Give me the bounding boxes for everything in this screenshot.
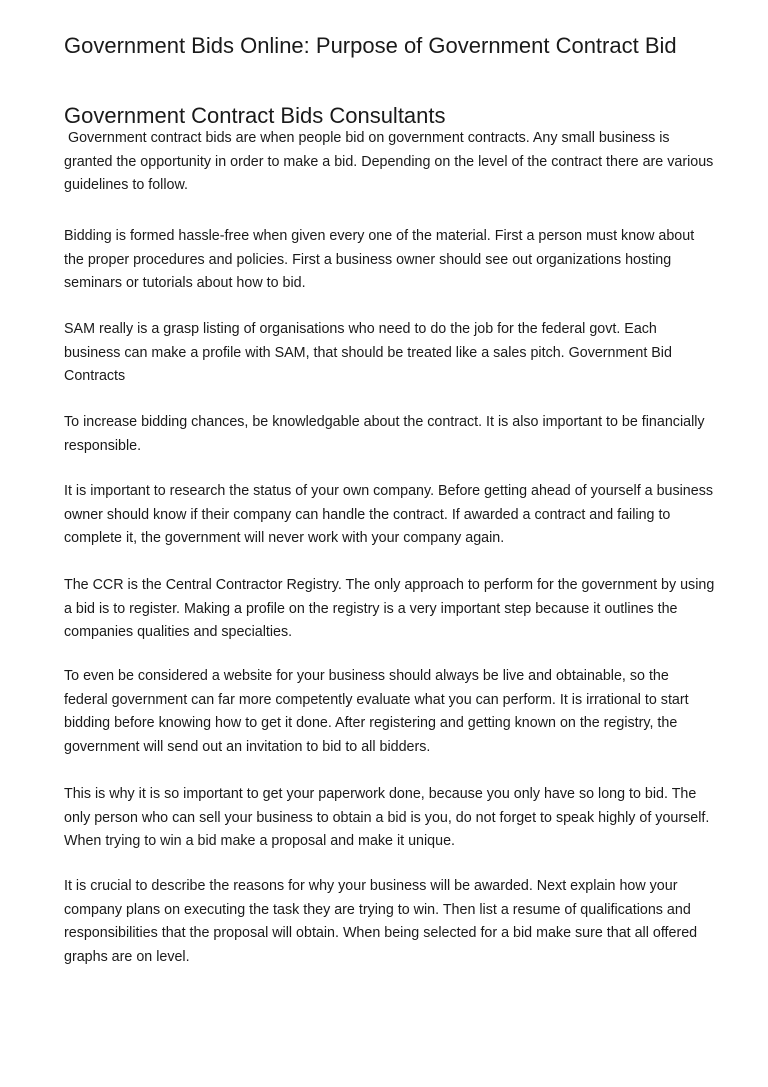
paragraph: This is why it is so important to get your paperwork done, because you only have so long to bid. The only person who can sell your business to obtain a bid is you, do not forget to speak highly of yourself. When trying to win a bid make a proposal and make it unique. [64,786,710,849]
document-title: Government Bids Online: Purpose of Government Contract Bid [64,33,677,58]
document-subtitle: Government Contract Bids Consultants [64,103,446,128]
paragraph: To even be considered a website for your business should always be live and obtainable, so the federal government can far more competently evaluate what you can perform. It is irrational to start bidding before knowing how to get it done. After registering and getting known on the registry, the government will send out an invitation to bid to all bidders. [64,668,689,755]
paragraph: It is important to research the status of your own company. Before getting ahead of yourself a business owner should know if their company can handle the contract. If awarded a contract and failing to complete it, the government will never work with your company again. [64,483,714,546]
paragraph: To increase bidding chances, be knowledgable about the contract. It is also important to be financially responsible. [64,414,705,454]
paragraph: The CCR is the Central Contractor Registry. The only approach to perform for the government by using a bid is to register. Making a profile on the registry is a very important step because it outlines the companies qualities and specialties. [64,577,715,640]
paragraph: Bidding is formed hassle-free when given every one of the material. First a person must know about the proper procedures and policies. First a business owner should see out organizations hosting seminars or tutorials about how to bid. [64,228,695,291]
paragraph: SAM really is a grasp listing of organisations who need to do the job for the federal govt. Each business can make a profile with SAM, that should be treated like a sales pitch. Government Bid Contracts [64,321,672,384]
paragraph: Government contract bids are when people bid on government contracts. Any small business is granted the opportunity in order to make a bid. Depending on the level of the contract there are various guidelines to follow. [64,130,718,193]
paragraph: It is crucial to describe the reasons for why your business will be awarded. Next explain how your company plans on executing the task they are trying to win. Then list a resume of qualifications and responsibilities that the proposal will obtain. When being selected for a bid make sure that all offered graphs are on level. [64,878,698,965]
